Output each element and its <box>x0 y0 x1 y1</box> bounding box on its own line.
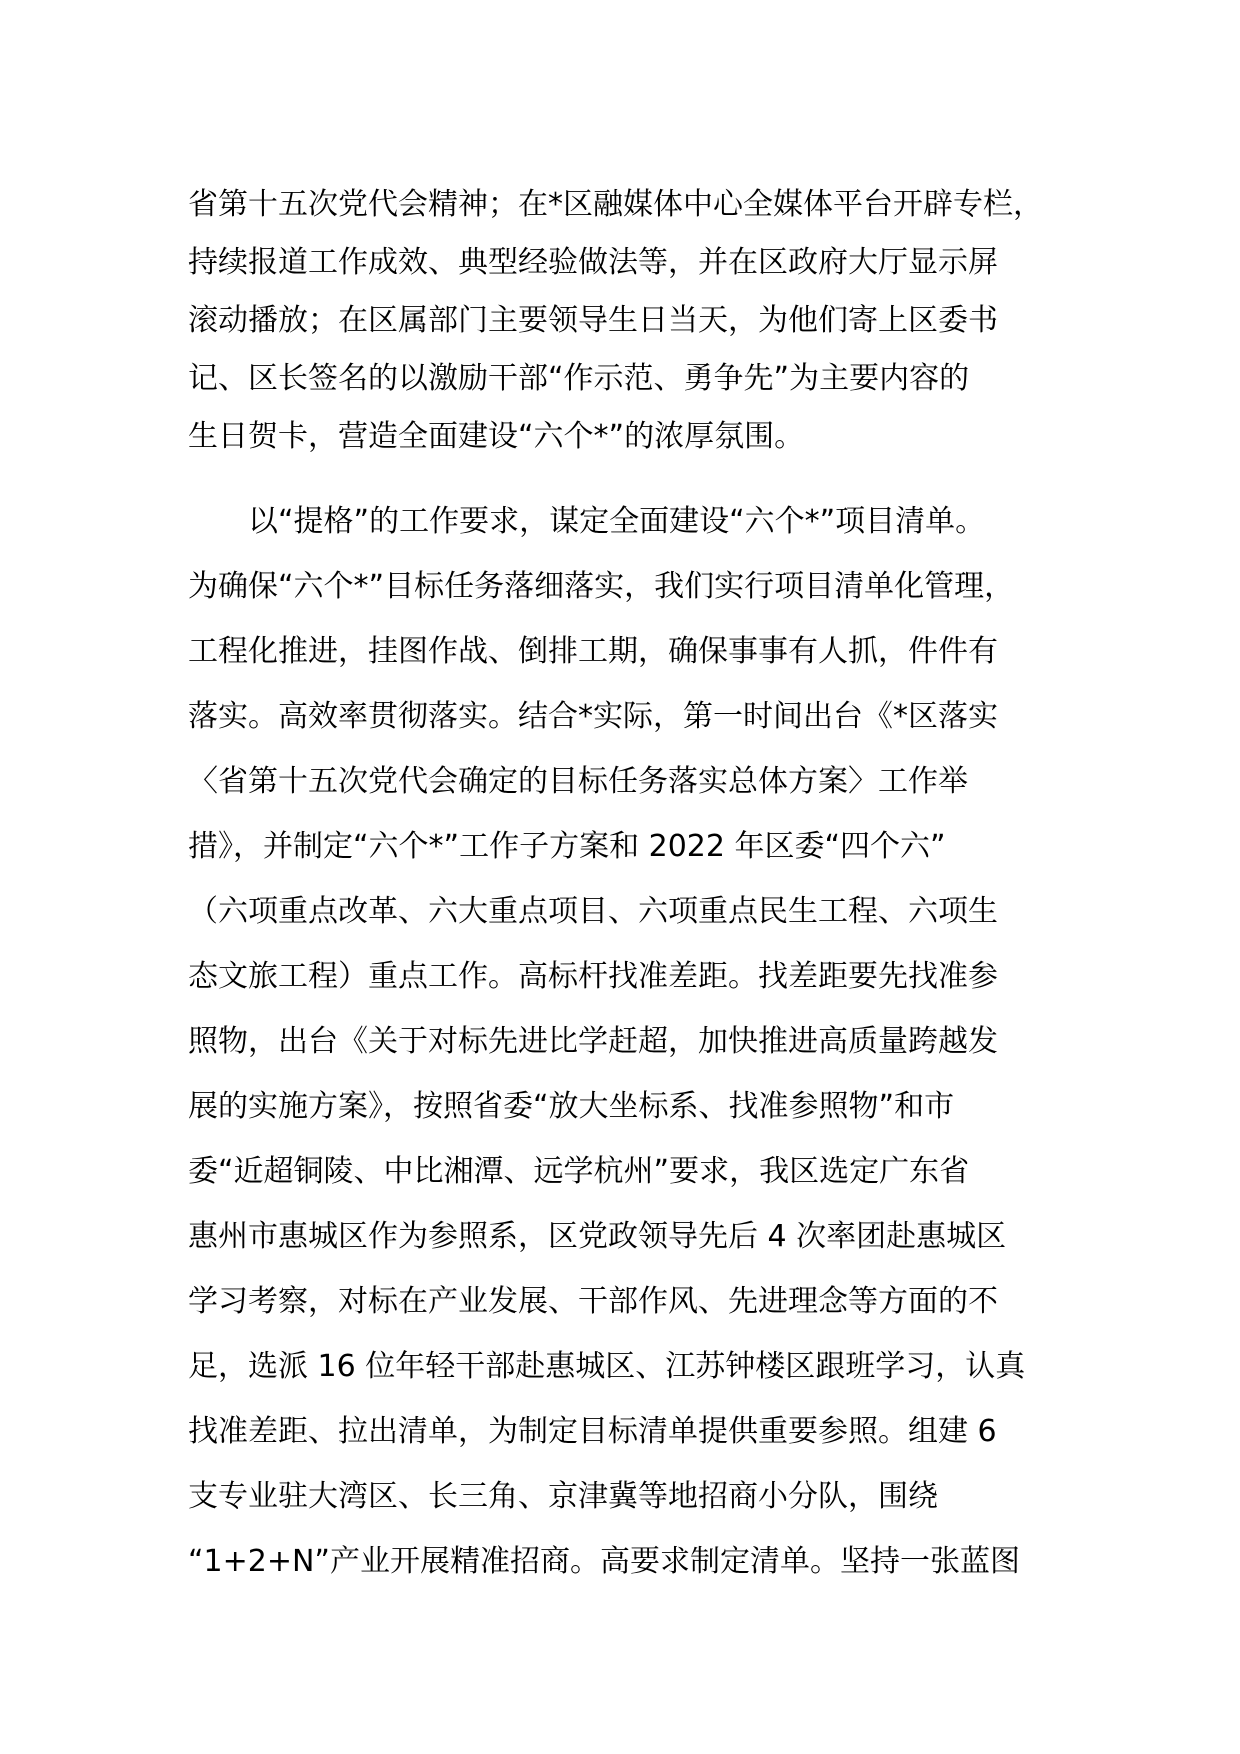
text-line: 持续报道工作成效、典型经验做法等，并在区政府大厅显示屏 <box>188 245 998 280</box>
text-line: 工程化推进，挂图作战、倒排工期，确保事事有人抓，件件有 <box>188 634 998 669</box>
text-line: 态文旅工程）重点工作。高标杆找准差距。找差距要先找准参 <box>188 959 998 994</box>
text-line: 生日贺卡，营造全面建设“六个*”的浓厚氛围。 <box>188 419 805 454</box>
text-line: 足，选派 16 位年轻干部赴惠城区、江苏钟楼区跟班学习，认真 <box>188 1349 1026 1384</box>
text-line: 惠州市惠城区作为参照系，区党政领导先后 4 次率团赴惠城区 <box>188 1219 1007 1254</box>
text-line: 学习考察，对标在产业发展、干部作风、先进理念等方面的不 <box>188 1284 998 1319</box>
text-line: 支专业驻大湾区、长三角、京津冀等地招商小分队，围绕 <box>188 1479 938 1514</box>
text-line: “1+2+N”产业开展精准招商。高要求制定清单。坚持一张蓝图 <box>188 1544 1020 1579</box>
text-line: 照物，出台《关于对标先进比学赶超，加快推进高质量跨越发 <box>188 1024 998 1059</box>
text-line: 记、区长签名的以激励干部“作示范、勇争先”为主要内容的 <box>188 361 970 396</box>
text-line: 找准差距、拉出清单，为制定目标清单提供重要参照。组建 6 <box>188 1414 997 1449</box>
text-line: 滚动播放；在区属部门主要领导生日当天，为他们寄上区委书 <box>188 303 998 338</box>
text-line: 为确保“六个*”目标任务落细落实，我们实行项目清单化管理， <box>188 569 1015 604</box>
text-line: 落实。高效率贯彻落实。结合*实际，第一时间出台《*区落实 <box>188 699 998 734</box>
text-line: 省第十五次党代会精神；在*区融媒体中心全媒体平台开辟专栏， <box>188 187 1043 222</box>
text-line: 措》，并制定“六个*”工作子方案和 2022 年区委“四个六” <box>188 829 946 864</box>
text-line: 委“近超铜陵、中比湘潭、远学杭州”要求，我区选定广东省 <box>188 1154 970 1189</box>
text-line: 展的实施方案》，按照省委“放大坐标系、找准参照物”和市 <box>188 1089 955 1124</box>
paragraph-first-line: 以“提格”的工作要求，谋定全面建设“六个*”项目清单。 <box>248 504 986 539</box>
text-line: （六项重点改革、六大重点项目、六项重点民生工程、六项生 <box>188 894 998 929</box>
text-line: 〈省第十五次党代会确定的目标任务落实总体方案〉工作举 <box>188 764 968 799</box>
